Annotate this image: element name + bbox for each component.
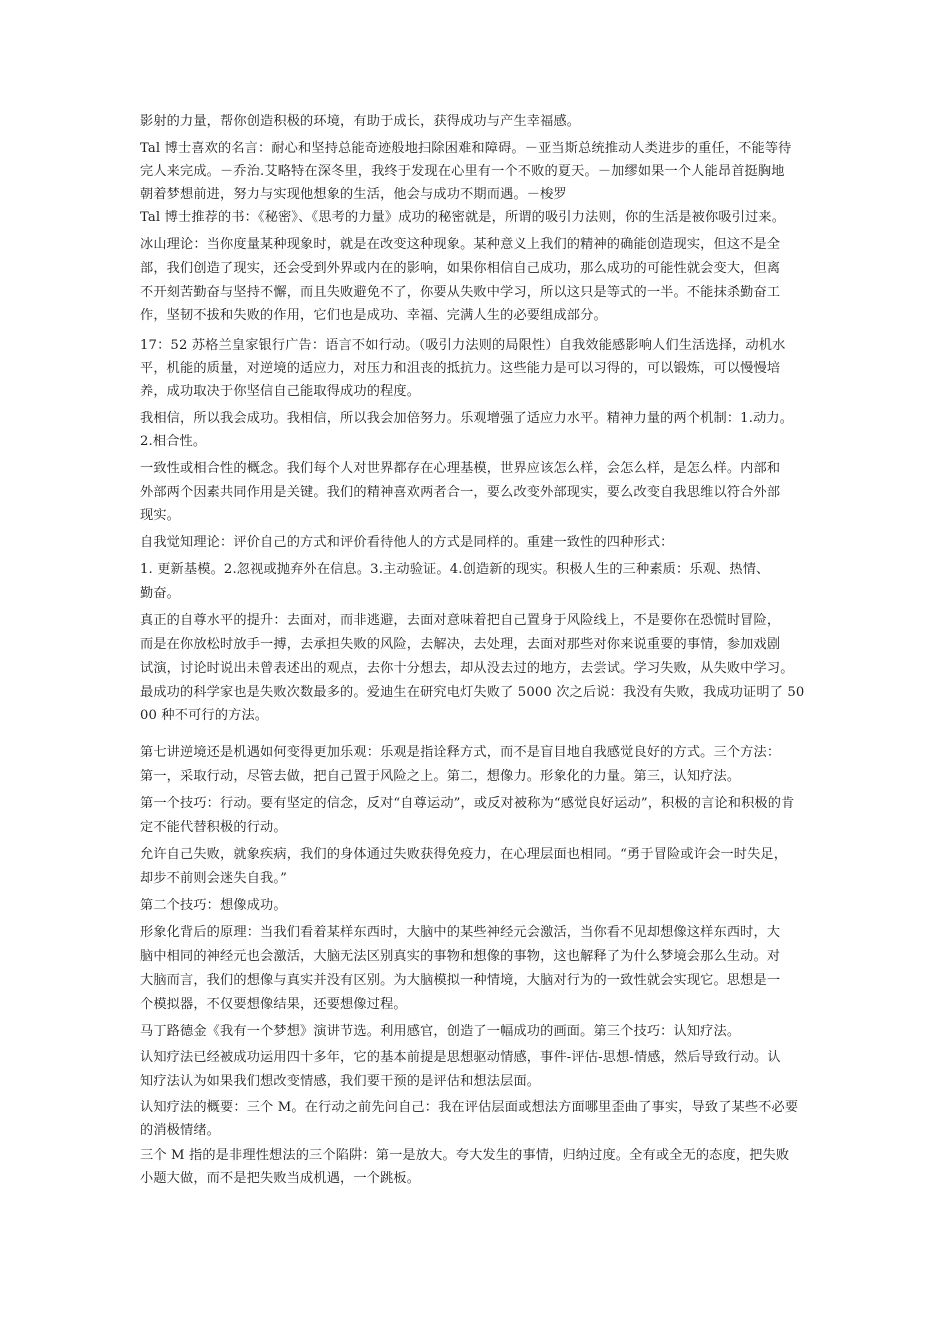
text-line: 三个 M 指的是非理性想法的三个陷阱：第一是放大。夸大发生的事情，归纳过度。全有或全无的态度，把失败 [140,1148,790,1163]
text-line: 部，我们创造了现实，还会受到外界或内在的影响，如果你相信自己成功，那么成功的可能性就会变大，但离 [140,261,781,276]
text-line: 大脑而言，我们的想像与真实并没有区别。为大脑模拟一种情境，大脑对行为的一致性就会实现它。思想是一 [140,973,781,988]
text-line: 脑中相同的神经元也会激活，大脑无法区别真实的事物和想像的事物，这也解释了为什么梦境会那么生动。对 [140,949,781,964]
text-line: 现实。 [140,508,181,523]
text-line: 最成功的科学家也是失败次数最多的。爱迪生在研究电灯失败了 5000 次之后说：我没有失败，我成功证明了 50 [140,685,805,700]
text-line: 作，坚韧不拔和失败的作用，它们也是成功、幸福、完满人生的必要组成部分。 [140,308,607,323]
text-line: 平，机能的质量，对逆境的适应力，对压力和沮丧的抵抗力。这些能力是可以习得的，可以锻炼，可以慢慢培 [140,361,781,376]
text-line: 而是在你放松时放手一搏，去承担失败的风险，去解决，去处理，去面对那些对你来说重要的事情，参加戏剧 [140,637,781,652]
text-line: 的消极情绪。 [140,1123,221,1138]
text-line: Tal 博士推荐的书：《秘密》、《思考的力量》成功的秘密就是，所谓的吸引力法则，你的生活是被你吸引过来。 [140,210,786,225]
text-line: Tal 博士喜欢的名言：耐心和坚持总能奇迹般地扫除困难和障碍。－亚当斯总统推动人类进步的重任，不能等待 [140,141,792,156]
text-line: 1. 更新基模。2.忽视或抛弃外在信息。3.主动验证。4.创造新的现实。积极人生的三种素质：乐观、热情、 [140,562,770,577]
text-line: 第一，采取行动，尽管去做，把自己置于风险之上。第二，想像力。形象化的力量。第三，认知疗法。 [140,769,741,784]
text-line: 外部两个因素共同作用是关键。我们的精神喜欢两者合一，要么改变外部现实，要么改变自我思维以符合外部 [140,485,781,500]
text-line: 形象化背后的原理：当我们看着某样东西时，大脑中的某些神经元会激活，当你看不见却想像这样东西时，大 [140,925,781,940]
text-line: 勤奋。 [140,586,181,601]
text-line: 认知疗法的概要：三个 M。在行动之前先问自己：我在评估层面或想法方面哪里歪曲了事实，导致了某些不必要 [140,1100,799,1115]
text-line: 00 种不可行的方法。 [140,708,269,723]
text-line: 小题大做，而不是把失败当成机遇，一个跳板。 [140,1171,421,1186]
text-line: 完人来完成。－乔治.艾略特在深冬里，我终于发现在心里有一个不败的夏天。－加缪如果一个人能昂首挺胸地 [140,164,785,179]
text-line: 定不能代替积极的行动。 [140,820,287,835]
text-line: 允许自己失败，就象疾病，我们的身体通过失败获得免疫力，在心理层面也相同。“勇于冒险或许会一时失足， [140,847,788,862]
text-line: 不开刻苦勤奋与坚持不懈，而且失败避免不了，你要从失败中学习，所以这只是等式的一半。不能抹杀勤奋工 [140,285,781,300]
text-line: 一致性或相合性的概念。我们每个人对世界都存在心理基模，世界应该怎么样，会怎么样，是怎么样。内部和 [140,461,781,476]
text-line: 第一个技巧：行动。要有坚定的信念，反对“自尊运动”，或反对被称为“感觉良好运动”，积极的言论和积极的肯 [140,796,795,811]
text-line: 我相信，所以我会成功。我相信，所以我会加倍努力。乐观增强了适应力水平。精神力量的两个机制：1.动力。 [140,411,794,426]
text-line: 冰山理论：当你度量某种现象时，就是在改变这种现象。某种意义上我们的精神的确能创造现实，但这不是全 [140,237,781,252]
text-line: 自我觉知理论：评价自己的方式和评价看待他人的方式是同样的。重建一致性的四种形式： [140,535,674,550]
text-line: 第二个技巧：想像成功。 [140,898,287,913]
text-line: 17：52 苏格兰皇家银行广告：语言不如行动。（吸引力法则的局限性）自我效能感影响人们生活选择，动机水 [140,338,786,353]
text-line: 养，成功取决于你坚信自己能取得成功的程度。 [140,384,421,399]
text-line: 却步不前则会迷失自我。” [140,871,288,886]
text-line: 真正的自尊水平的提升：去面对，而非逃避，去面对意味着把自己置身于风险线上，不是要你在恐慌时冒险， [140,613,781,628]
text-line: 2.相合性。 [140,434,207,449]
text-line: 知疗法认为如果我们想改变情感，我们要干预的是评估和想法层面。 [140,1074,541,1089]
text-line: 影射的力量，帮你创造积极的环境，有助于成长，获得成功与产生幸福感。 [140,114,581,129]
text-line: 马丁路德金《我有一个梦想》演讲节选。利用感官，创造了一幅成功的画面。第三个技巧：认知疗法。 [140,1024,741,1039]
text-line: 个模拟器，不仅要想像结果，还要想像过程。 [140,997,407,1012]
text-line: 试演，讨论时说出未曾表述出的观点，去你十分想去，却从没去过的地方，去尝试。学习失败，从失败中学习。 [140,661,794,676]
text-line: 认知疗法已经被成功运用四十多年，它的基本前提是思想驱动情感，事件-评估-思想-情感，然后导致行动。认 [140,1050,781,1065]
text-line: 第七讲逆境还是机遇如何变得更加乐观：乐观是指诠释方式，而不是盲目地自我感觉良好的方式。三个方法： [140,745,781,760]
text-line: 朝着梦想前进，努力与实现他想象的生活，他会与成功不期而遇。－梭罗 [140,187,567,202]
